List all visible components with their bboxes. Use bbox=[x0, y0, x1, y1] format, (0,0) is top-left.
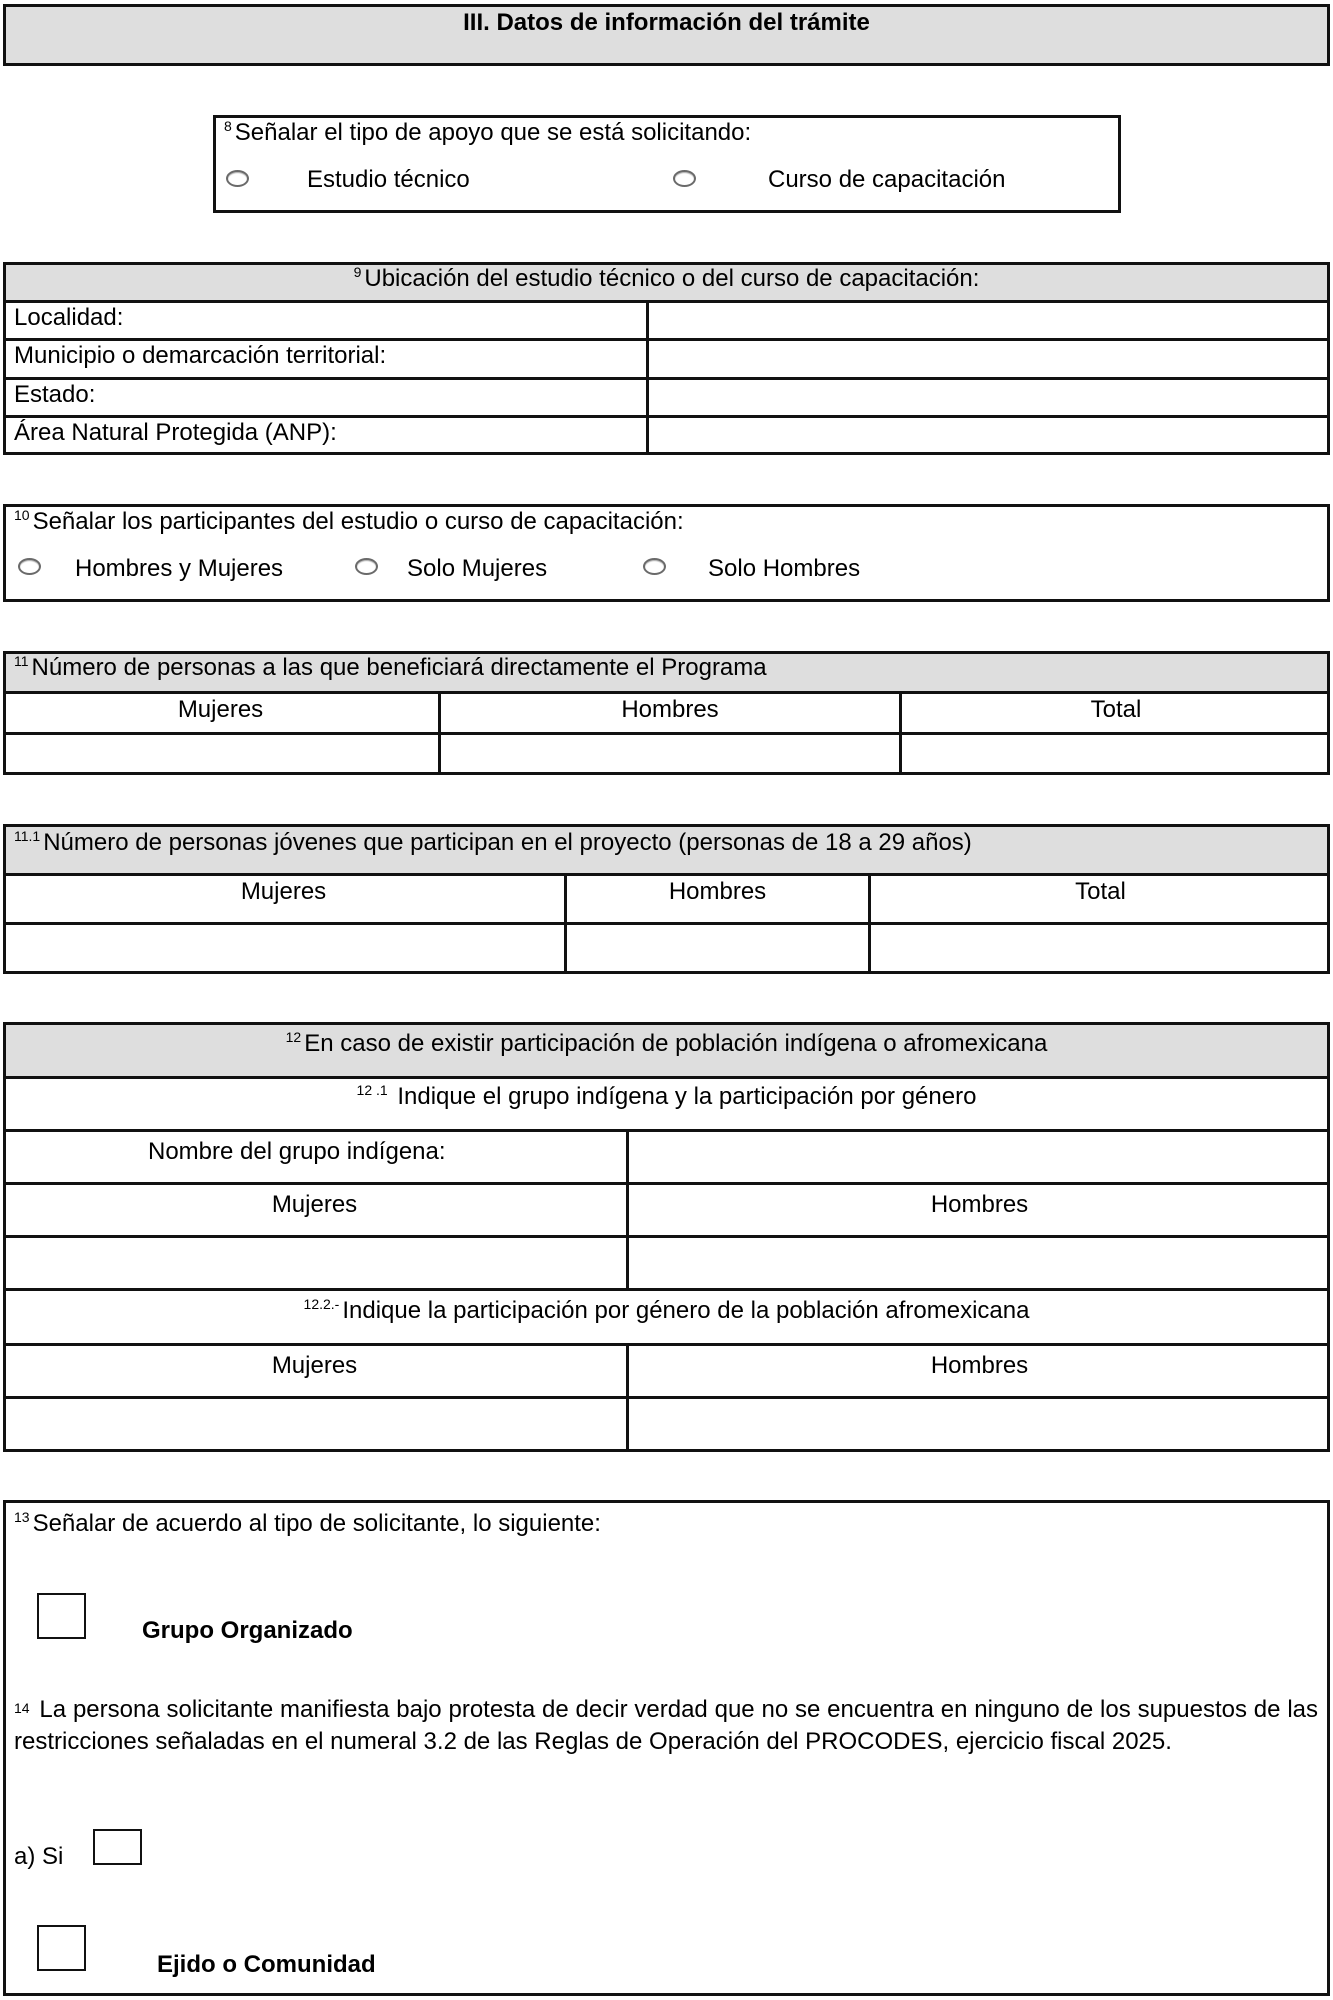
ejido-comunidad-label: Ejido o Comunidad bbox=[157, 1951, 376, 1978]
q11-mujeres-field[interactable] bbox=[6, 735, 438, 772]
grupo-organizado-label: Grupo Organizado bbox=[142, 1617, 353, 1644]
q11-total-field[interactable] bbox=[902, 735, 1327, 772]
q14-statement: $^{14}$ La persona solicitante manifiesta bajo protesta de decir verdad que no se encuentra en ninguno de los supuestos de las restricciones señaladas en el numeral 3.2 de las Reglas de Operación del PROCODES, ejercicio fiscal 2025. bbox=[14, 1696, 1319, 1755]
q14-number: 14 bbox=[14, 1700, 30, 1716]
municipio-field[interactable] bbox=[649, 341, 1327, 377]
answer-si-label: a) Si bbox=[14, 1843, 64, 1870]
q11-1-header: $^{11.1}$ Número de personas jóvenes que participan en el proyecto (personas de 18 a 29 años) bbox=[14, 828, 972, 856]
radio-solo-mujeres[interactable] bbox=[355, 558, 378, 575]
grupo-indigena-label: Nombre del grupo indígena: bbox=[148, 1138, 446, 1165]
q12-header: $^{12}$ En caso de existir participación de población indígena o afromexicana bbox=[285, 1029, 1048, 1057]
divider bbox=[3, 1288, 1330, 1291]
grupo-indigena-field[interactable] bbox=[629, 1132, 1327, 1182]
anp-label: Área Natural Protegida (ANP): bbox=[14, 419, 337, 446]
q11-1-hombres-field[interactable] bbox=[567, 925, 868, 971]
option-estudio-tecnico-label: Estudio técnico bbox=[307, 166, 470, 193]
divider bbox=[3, 1182, 1330, 1185]
option-solo-mujeres-label: Solo Mujeres bbox=[407, 555, 548, 582]
q12-2-header: $^{12.2.-}$ Indique la participación por género de la población afromexicana bbox=[303, 1296, 1030, 1324]
checkbox-grupo-organizado[interactable] bbox=[37, 1593, 86, 1639]
divider bbox=[3, 1076, 1330, 1079]
q12-2-hombres-field[interactable] bbox=[629, 1399, 1327, 1449]
q11-header: $^{11}$ Número de personas a las que beneficiará directamente el Programa bbox=[14, 653, 767, 681]
q12-1-hombres-field[interactable] bbox=[629, 1238, 1327, 1288]
radio-hombres-y-mujeres[interactable] bbox=[18, 558, 41, 575]
localidad-label: Localidad: bbox=[14, 304, 124, 331]
q11-number: 11 bbox=[14, 653, 29, 669]
q11-hombres-field[interactable] bbox=[441, 735, 899, 772]
q10-number: 10 bbox=[14, 507, 30, 523]
q12-2-mujeres-field[interactable] bbox=[6, 1399, 626, 1449]
option-curso-capacitacion-label: Curso de capacitación bbox=[768, 166, 1006, 193]
estado-label: Estado: bbox=[14, 381, 96, 408]
checkbox-ejido-comunidad[interactable] bbox=[37, 1925, 86, 1971]
q10-label: $^{10}$ Señalar los participantes del estudio o curso de capacitación: bbox=[14, 507, 684, 535]
q11-1-col-hombres: Hombres bbox=[668, 878, 767, 905]
q13-label: $^{13}$ Señalar de acuerdo al tipo de solicitante, lo siguiente: bbox=[14, 1509, 601, 1537]
q13-number: 13 bbox=[14, 1509, 30, 1525]
q9-header: $^9$ Ubicación del estudio técnico o del curso de capacitación: bbox=[353, 264, 980, 292]
q12-1-mujeres-field[interactable] bbox=[6, 1238, 626, 1288]
divider bbox=[3, 691, 1330, 694]
q11-1-col-mujeres: Mujeres bbox=[240, 878, 327, 905]
divider bbox=[3, 873, 1330, 876]
q11-1-col-total: Total bbox=[1075, 878, 1126, 905]
radio-estudio-tecnico[interactable] bbox=[226, 170, 249, 187]
estado-field[interactable] bbox=[649, 380, 1327, 415]
q12-2-number: 12.2.- bbox=[303, 1296, 340, 1312]
option-hombres-y-mujeres-label: Hombres y Mujeres bbox=[75, 555, 284, 582]
municipio-label: Municipio o demarcación territorial: bbox=[14, 342, 387, 369]
q12-number: 12 bbox=[285, 1029, 302, 1045]
q11-col-mujeres: Mujeres bbox=[177, 696, 264, 723]
q11-1-number: 11.1 bbox=[14, 828, 41, 844]
q8-label: $^8$ Señalar el tipo de apoyo que se está solicitando: bbox=[224, 118, 752, 146]
radio-curso-capacitacion[interactable] bbox=[673, 170, 696, 187]
option-solo-hombres-label: Solo Hombres bbox=[708, 555, 861, 582]
q12-1-number: 12 .1 bbox=[356, 1082, 388, 1098]
q11-col-total: Total bbox=[1090, 696, 1142, 723]
q12-2-col-mujeres: Mujeres bbox=[271, 1352, 358, 1379]
section-title: III. Datos de información del trámite bbox=[463, 9, 870, 36]
localidad-field[interactable] bbox=[649, 303, 1327, 338]
divider bbox=[3, 1343, 1330, 1346]
radio-solo-hombres[interactable] bbox=[643, 558, 666, 575]
q12-1-col-mujeres: Mujeres bbox=[271, 1191, 358, 1218]
q12-1-header: $^{12 .1}$ Indique el grupo indígena y la participación por género bbox=[356, 1082, 977, 1110]
q11-1-total-field[interactable] bbox=[871, 925, 1327, 971]
anp-field[interactable] bbox=[649, 418, 1327, 452]
checkbox-si[interactable] bbox=[93, 1829, 142, 1865]
q8-number: 8 bbox=[224, 118, 232, 134]
q9-number: 9 bbox=[353, 264, 362, 280]
q11-col-hombres: Hombres bbox=[621, 696, 719, 723]
q12-1-col-hombres: Hombres bbox=[930, 1191, 1029, 1218]
q11-1-mujeres-field[interactable] bbox=[6, 925, 564, 971]
q12-2-col-hombres: Hombres bbox=[930, 1352, 1029, 1379]
